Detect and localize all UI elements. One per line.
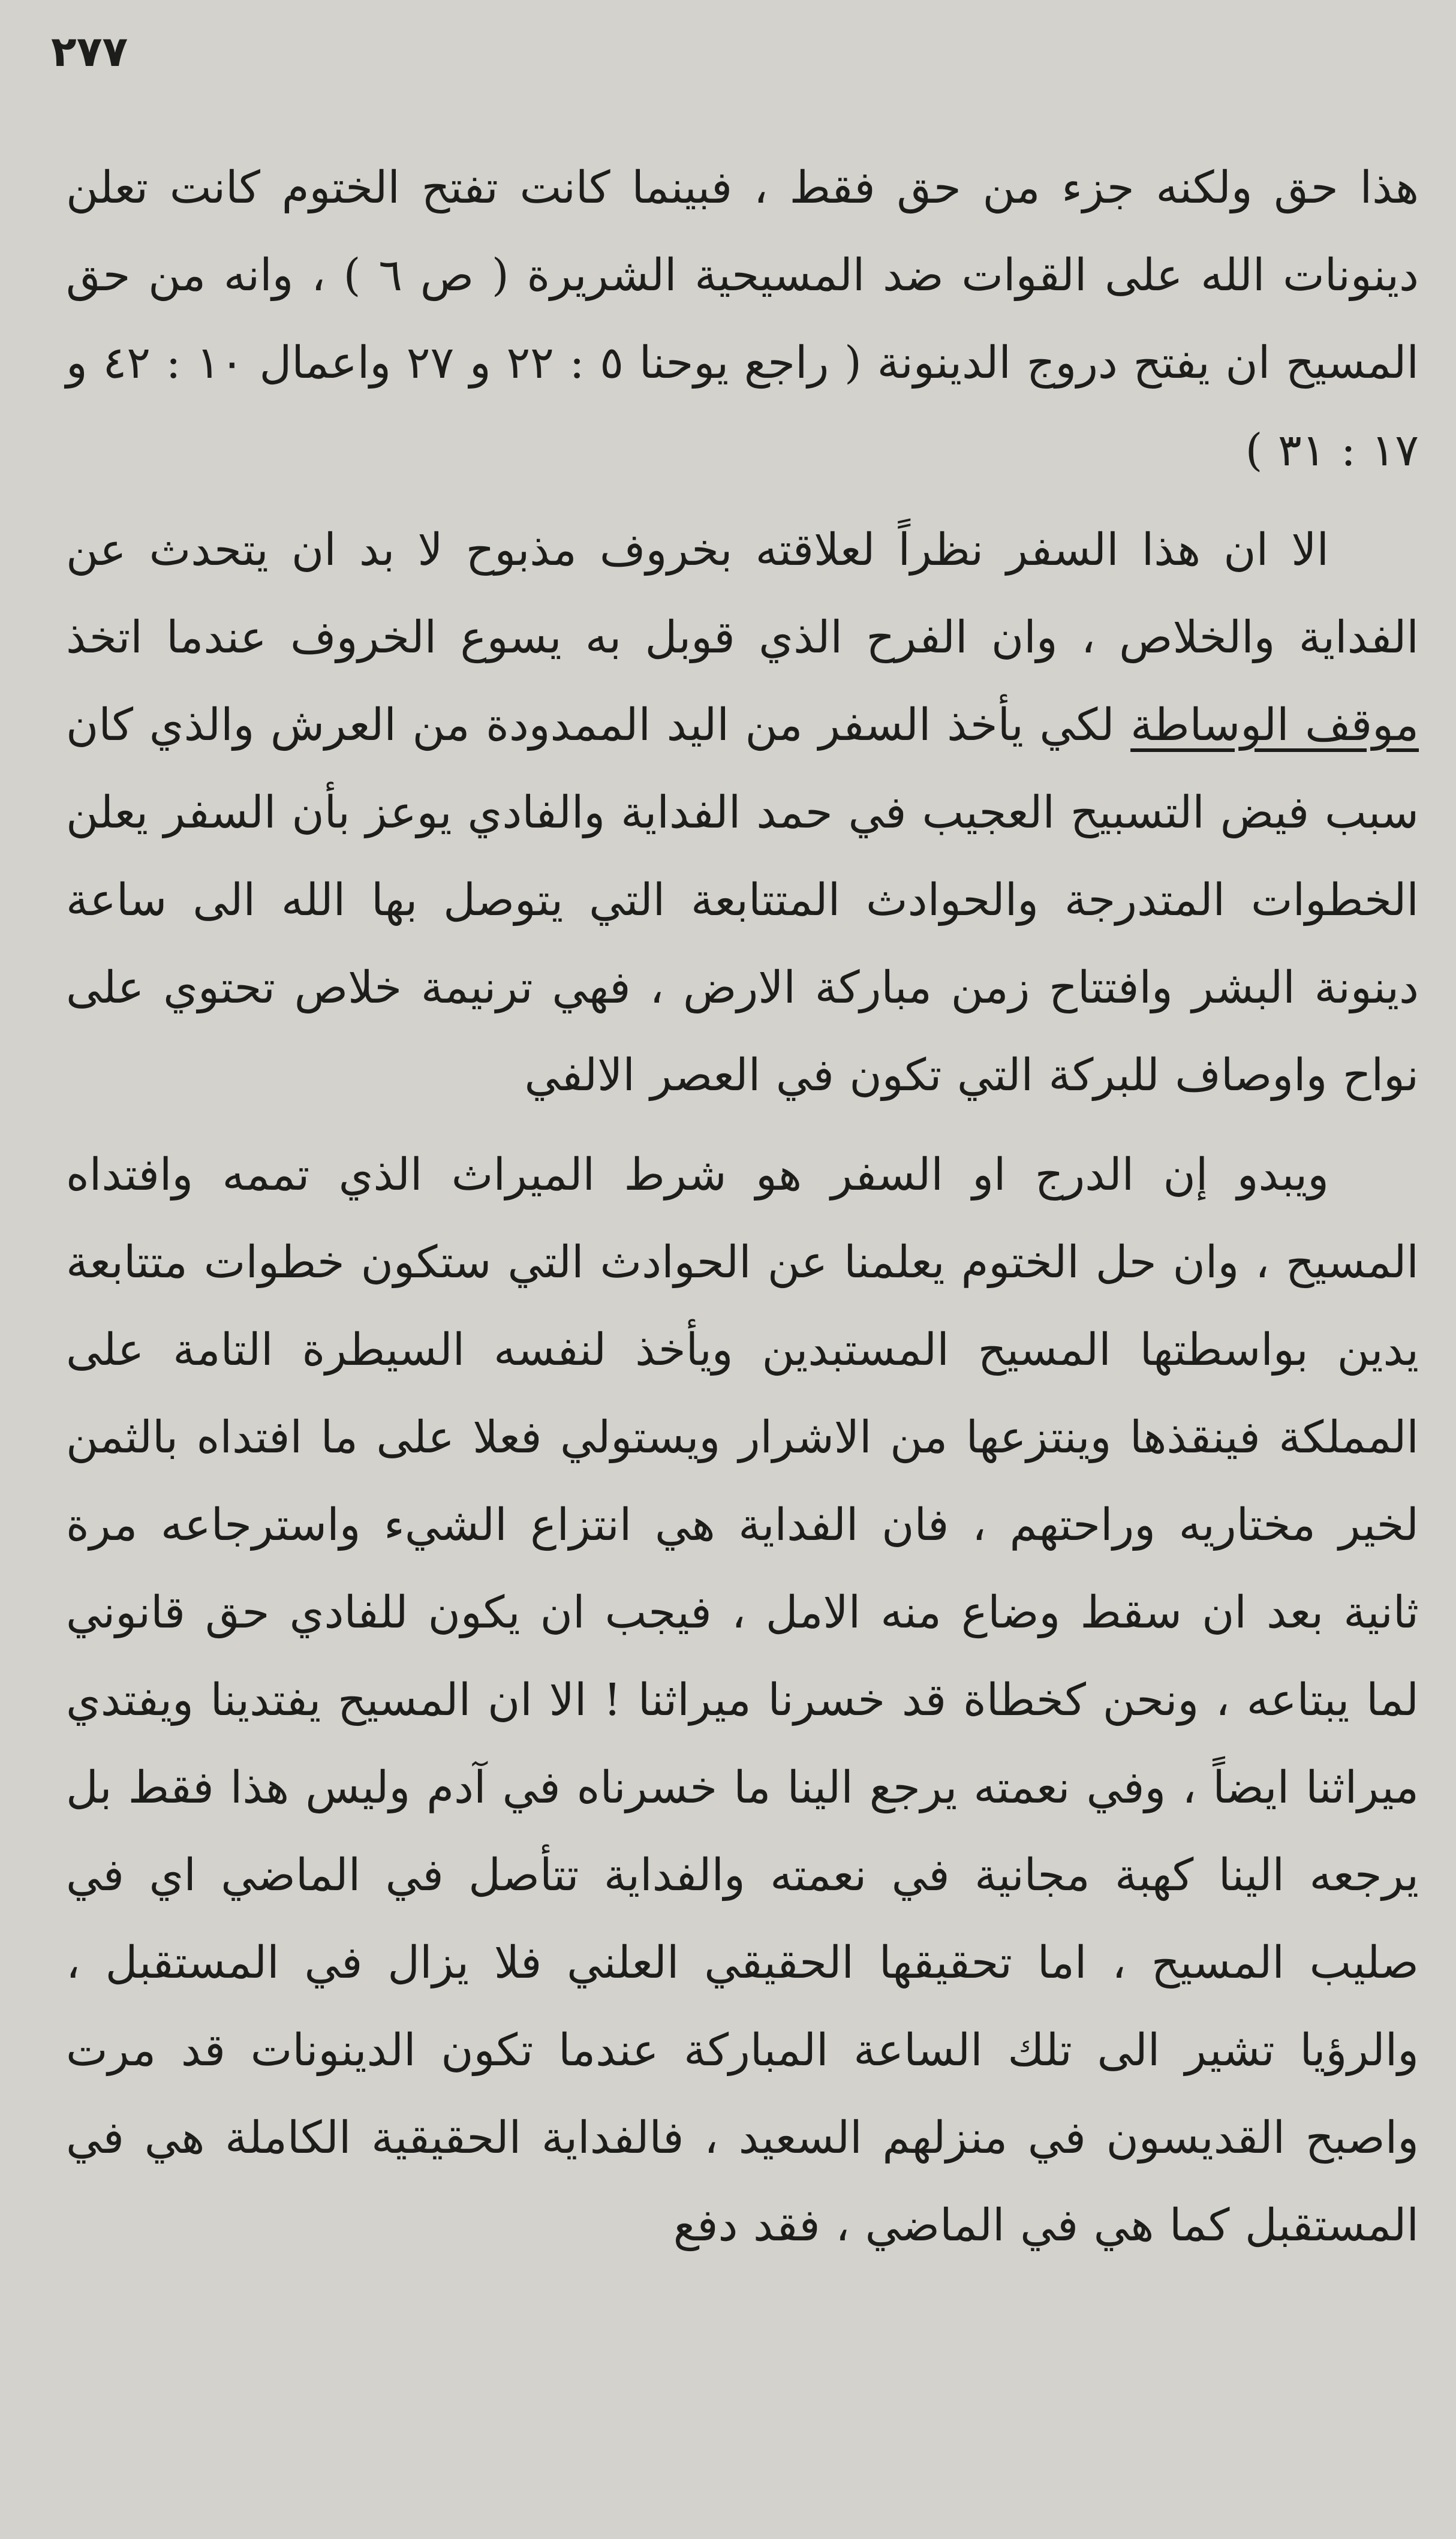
paragraph-3 bbox=[66, 1131, 1419, 2269]
paragraph-2-text-after: لكي يأخذ السفر من اليد الممدودة من العرش والذي كان سبب فيض التسبيح العجيب في حمد الفداية والفادي يوعز بأن السفر يعلن الخطوات المتدرجة والحوادث المتتابعة التي يتوصل بها الله الى ساعة دينونة البشر وافتتاح زمن مباركة الارض ، فهي ترنيمة خلاص تحتوي على نواح واوصاف للبركة التي تكون في العصر الالفي bbox=[66, 699, 1419, 1101]
paragraph-2-text-before: الا ان هذا السفر نظراً لعلاقته بخروف مذبوح لا بد ان يتحدث عن الفداية والخلاص ، وان الفرح الذي قوبل به يسوع الخروف عندما اتخذ bbox=[66, 524, 1419, 663]
paragraph-2 bbox=[66, 506, 1419, 1119]
paragraph-gap bbox=[66, 1119, 1419, 1131]
paragraph-1-text: هذا حق ولكنه جزء من حق فقط ، فبينما كانت تفتح الختوم كانت تعلن دينونات الله على القوات ضد المسيحية الشريرة ( ص ٦ ) ، وانه من حق المسيح ان يفتح دروج الدينونة ( راجع يوحنا ٥ : ٢٢ و ٢٧ واعمال ١٠ : ٤٢ و ١٧ : ٣١ ) bbox=[66, 162, 1419, 476]
paragraph-3-text: ويبدو إن الدرج او السفر هو شرط الميراث الذي تممه وافتداه المسيح ، وان حل الختوم يعلمنا عن الحوادث التي ستكون خطوات متتابعة يدين بواسطتها المسيح المستبدين ويأخذ لنفسه السيطرة التامة على المملكة فينقذها وينتزعها من الاشرار ويستولي فعلا على ما افتداه بالثمن لخير مختاريه وراحتهم ، فان الفداية هي انتزاع الشيء واسترجاعه مرة ثانية بعد ان سقط وضاع منه الامل ، فيجب ان يكون للفادي حق قانوني لما يبتاعه ، ونحن كخطاة قد خسرنا ميراثنا ! الا ان المسيح يفتدينا ويفتدي ميراثنا ايضاً ، وفي نعمته يرجع الينا ما خسرناه في آدم وليس هذا فقط بل يرجعه الينا كهبة مجانية في نعمته والفداية تتأصل في الماضي اي في صليب المسيح ، اما تحقيقها الحقيقي العلني فلا يزال في المستقبل ، والرؤيا تشير الى تلك الساعة المباركة عندما تكون الدينونات قد مرت واصبح القديسون في منزلهم السعيد ، فالفداية الحقيقية الكاملة هي في المستقبل كما هي في الماضي ، فقد دفع bbox=[66, 1149, 1419, 2251]
page-number: ٢٧٧ bbox=[51, 27, 128, 76]
underlined-phrase: موقف الوساطة bbox=[1130, 699, 1419, 751]
paragraph-gap bbox=[66, 494, 1419, 506]
paragraph-1 bbox=[66, 144, 1419, 494]
